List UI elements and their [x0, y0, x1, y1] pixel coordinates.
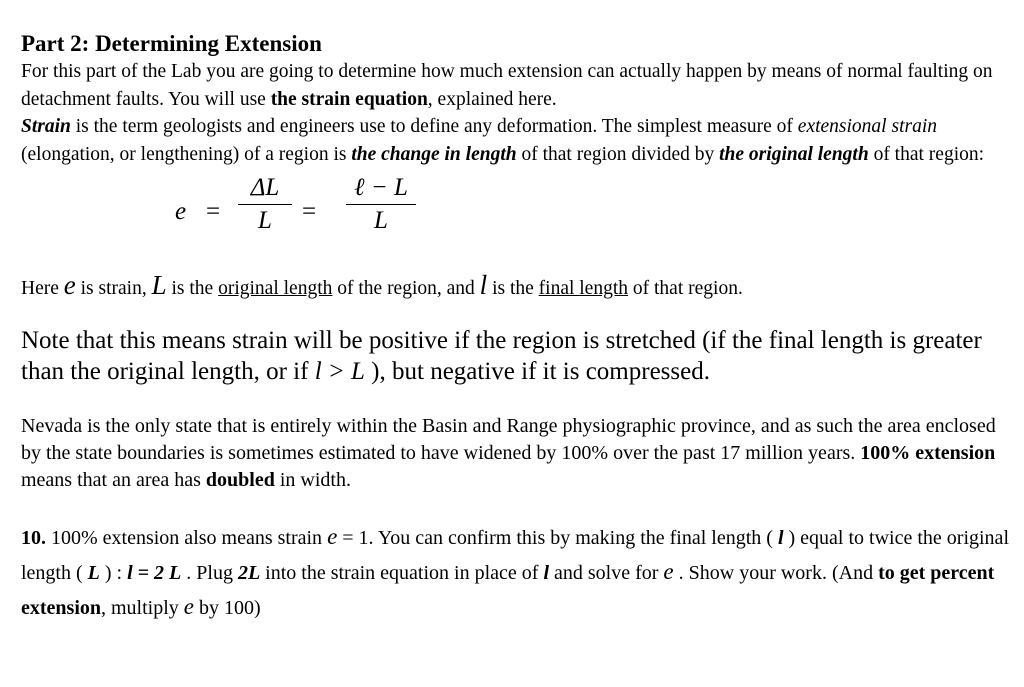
final-length-underlined: final length: [538, 278, 629, 299]
symbol-L: L: [151, 270, 167, 300]
original-length-term: the original length: [719, 143, 869, 165]
strain-equation-term: the strain equation: [270, 88, 428, 110]
fraction-l-minus-l: ℓ − L L: [346, 173, 416, 236]
equation-equals-1: =: [206, 198, 221, 225]
hundred-percent-extension: 100% extension: [860, 441, 996, 464]
document-page: [21, 30, 1011, 625]
nevada-paragraph: Nevada is the only state that is entirely within the Basin and Range physiographic province, and as such the area enclosed by the state boundaries is sometimes estimated to have widened by 100% over the past 17 million years. 100% extension means that an area has doubled in width.: [21, 414, 996, 491]
variable-definitions: Here e is strain, L is the original length of the region, and l is the final length of that region.: [21, 270, 743, 300]
symbol-l: l: [479, 270, 488, 300]
change-in-length-term: the change in length: [351, 143, 517, 165]
question-10: 10. 100% extension also means strain e = 1. You can confirm this by making the final length ( l ) equal to twice the original length ( L ) : l = 2 L . Plug 2L into the strain equation in place of l and solve for e . Show your work. (And to get percent extension, multiply e by 100): [21, 523, 1009, 619]
intro-paragraph: For this part of the Lab you are going to determine how much extension can actually happen by means of normal faulting on detachment faults. You will use the strain equation, explained here. Strain is the term geologists and engineers use to define any deformation. The simplest measure of extensional strain (elongation, or lengthening) of a region is the change in length of that region divided by the original length of that region:: [21, 61, 993, 165]
question-number: 10.: [21, 526, 46, 549]
doubling-equation: l = 2 L: [127, 561, 182, 584]
inequality-expression: l > L: [314, 357, 365, 385]
strain-equation: [21, 176, 1011, 240]
sign-note: Note that this means strain will be positive if the region is stretched (if the final length is greater than the original length, or if l > L ), but negative if it is compressed.: [21, 326, 982, 385]
equation-lhs: e: [175, 198, 187, 225]
doubled-term: doubled: [205, 468, 275, 491]
percent-extension-instruction: to get percent extension: [21, 561, 995, 619]
section-title: Part 2: Determining Extension: [21, 31, 322, 56]
strain-term: Strain: [21, 116, 71, 137]
equation-equals-2: =: [302, 198, 317, 225]
original-length-underlined: original length: [218, 278, 333, 299]
symbol-e: e: [63, 270, 76, 300]
extensional-strain-term: extensional strain: [797, 116, 937, 137]
fraction-delta-l: ΔL L: [238, 173, 292, 236]
